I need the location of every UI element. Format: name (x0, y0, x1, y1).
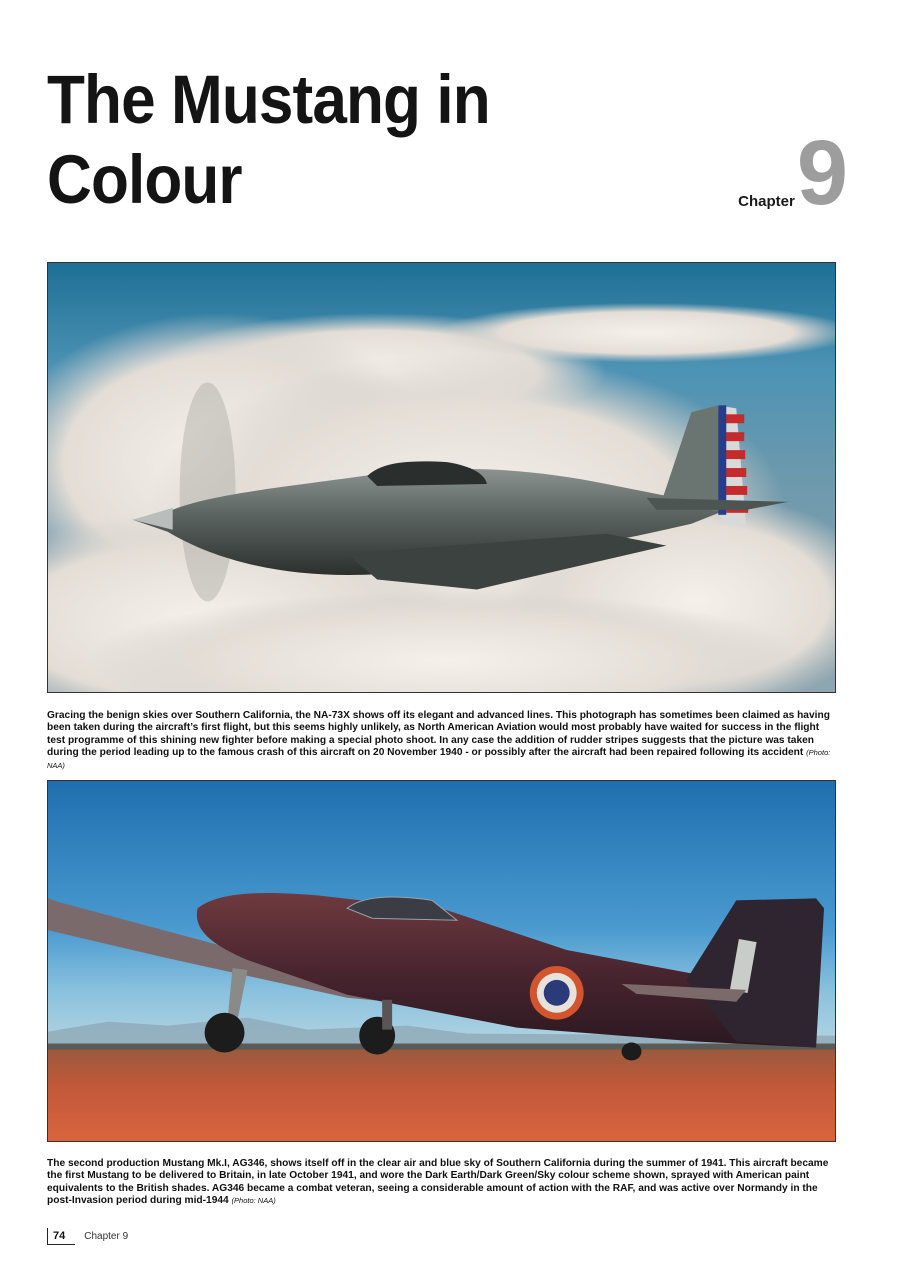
ag346-photo-illustration (48, 781, 835, 1141)
photo-caption-1 (47, 710, 837, 772)
caption-1-credit: (Photo: NAA) (47, 748, 831, 770)
photo-mustang-mk1-ag346 (47, 780, 836, 1142)
chapter-label: Chapter (738, 193, 795, 210)
page-number: 74 (47, 1228, 75, 1245)
chapter-marker (738, 122, 848, 224)
caption-2-text: The second production Mustang Mk.I, AG346, shows itself off in the clear air and blue sky of Southern California during the summer of 1941. This aircraft became the first Mustang to be delivered to Britain, in late October 1941, and wore the Dark Earth/Dark Green/Sky colour scheme shown, sprayed with American paint equivalents to the British shades. AG346 became a combat veteran, seeing a considerable amount of action with the RAF, and was active over Normandy in the post-Invasion period during mid-1944 (47, 1158, 829, 1207)
photo-na73x-in-flight (47, 262, 836, 693)
page-title (47, 60, 490, 220)
chapter-number: 9 (796, 122, 848, 224)
na73x-photo-illustration (48, 263, 835, 692)
title-line-2: Colour (47, 141, 242, 218)
running-head: Chapter 9 (84, 1231, 129, 1242)
page-footer (47, 1228, 128, 1245)
photo-caption-2 (47, 1158, 837, 1208)
caption-2-credit: (Photo: NAA) (231, 1196, 276, 1206)
caption-1-text: Gracing the benign skies over Southern California, the NA-73X shows off its elegant and advanced lines. This photograph has sometimes been claimed as having been taken during the aircraft’s first flight, but this seems highly unlikely, as North American Aviation would most probably have waited for success in the flight test programme of this shining new fighter before making a special photo shoot. In any case the addition of rudder stripes suggests that the picture was taken during the period leading up to the famous crash of this aircraft on 20 November 1940 - or possibly after the aircraft had been repaired following its accident (47, 710, 830, 759)
title-line-1: The Mustang in (47, 61, 490, 138)
